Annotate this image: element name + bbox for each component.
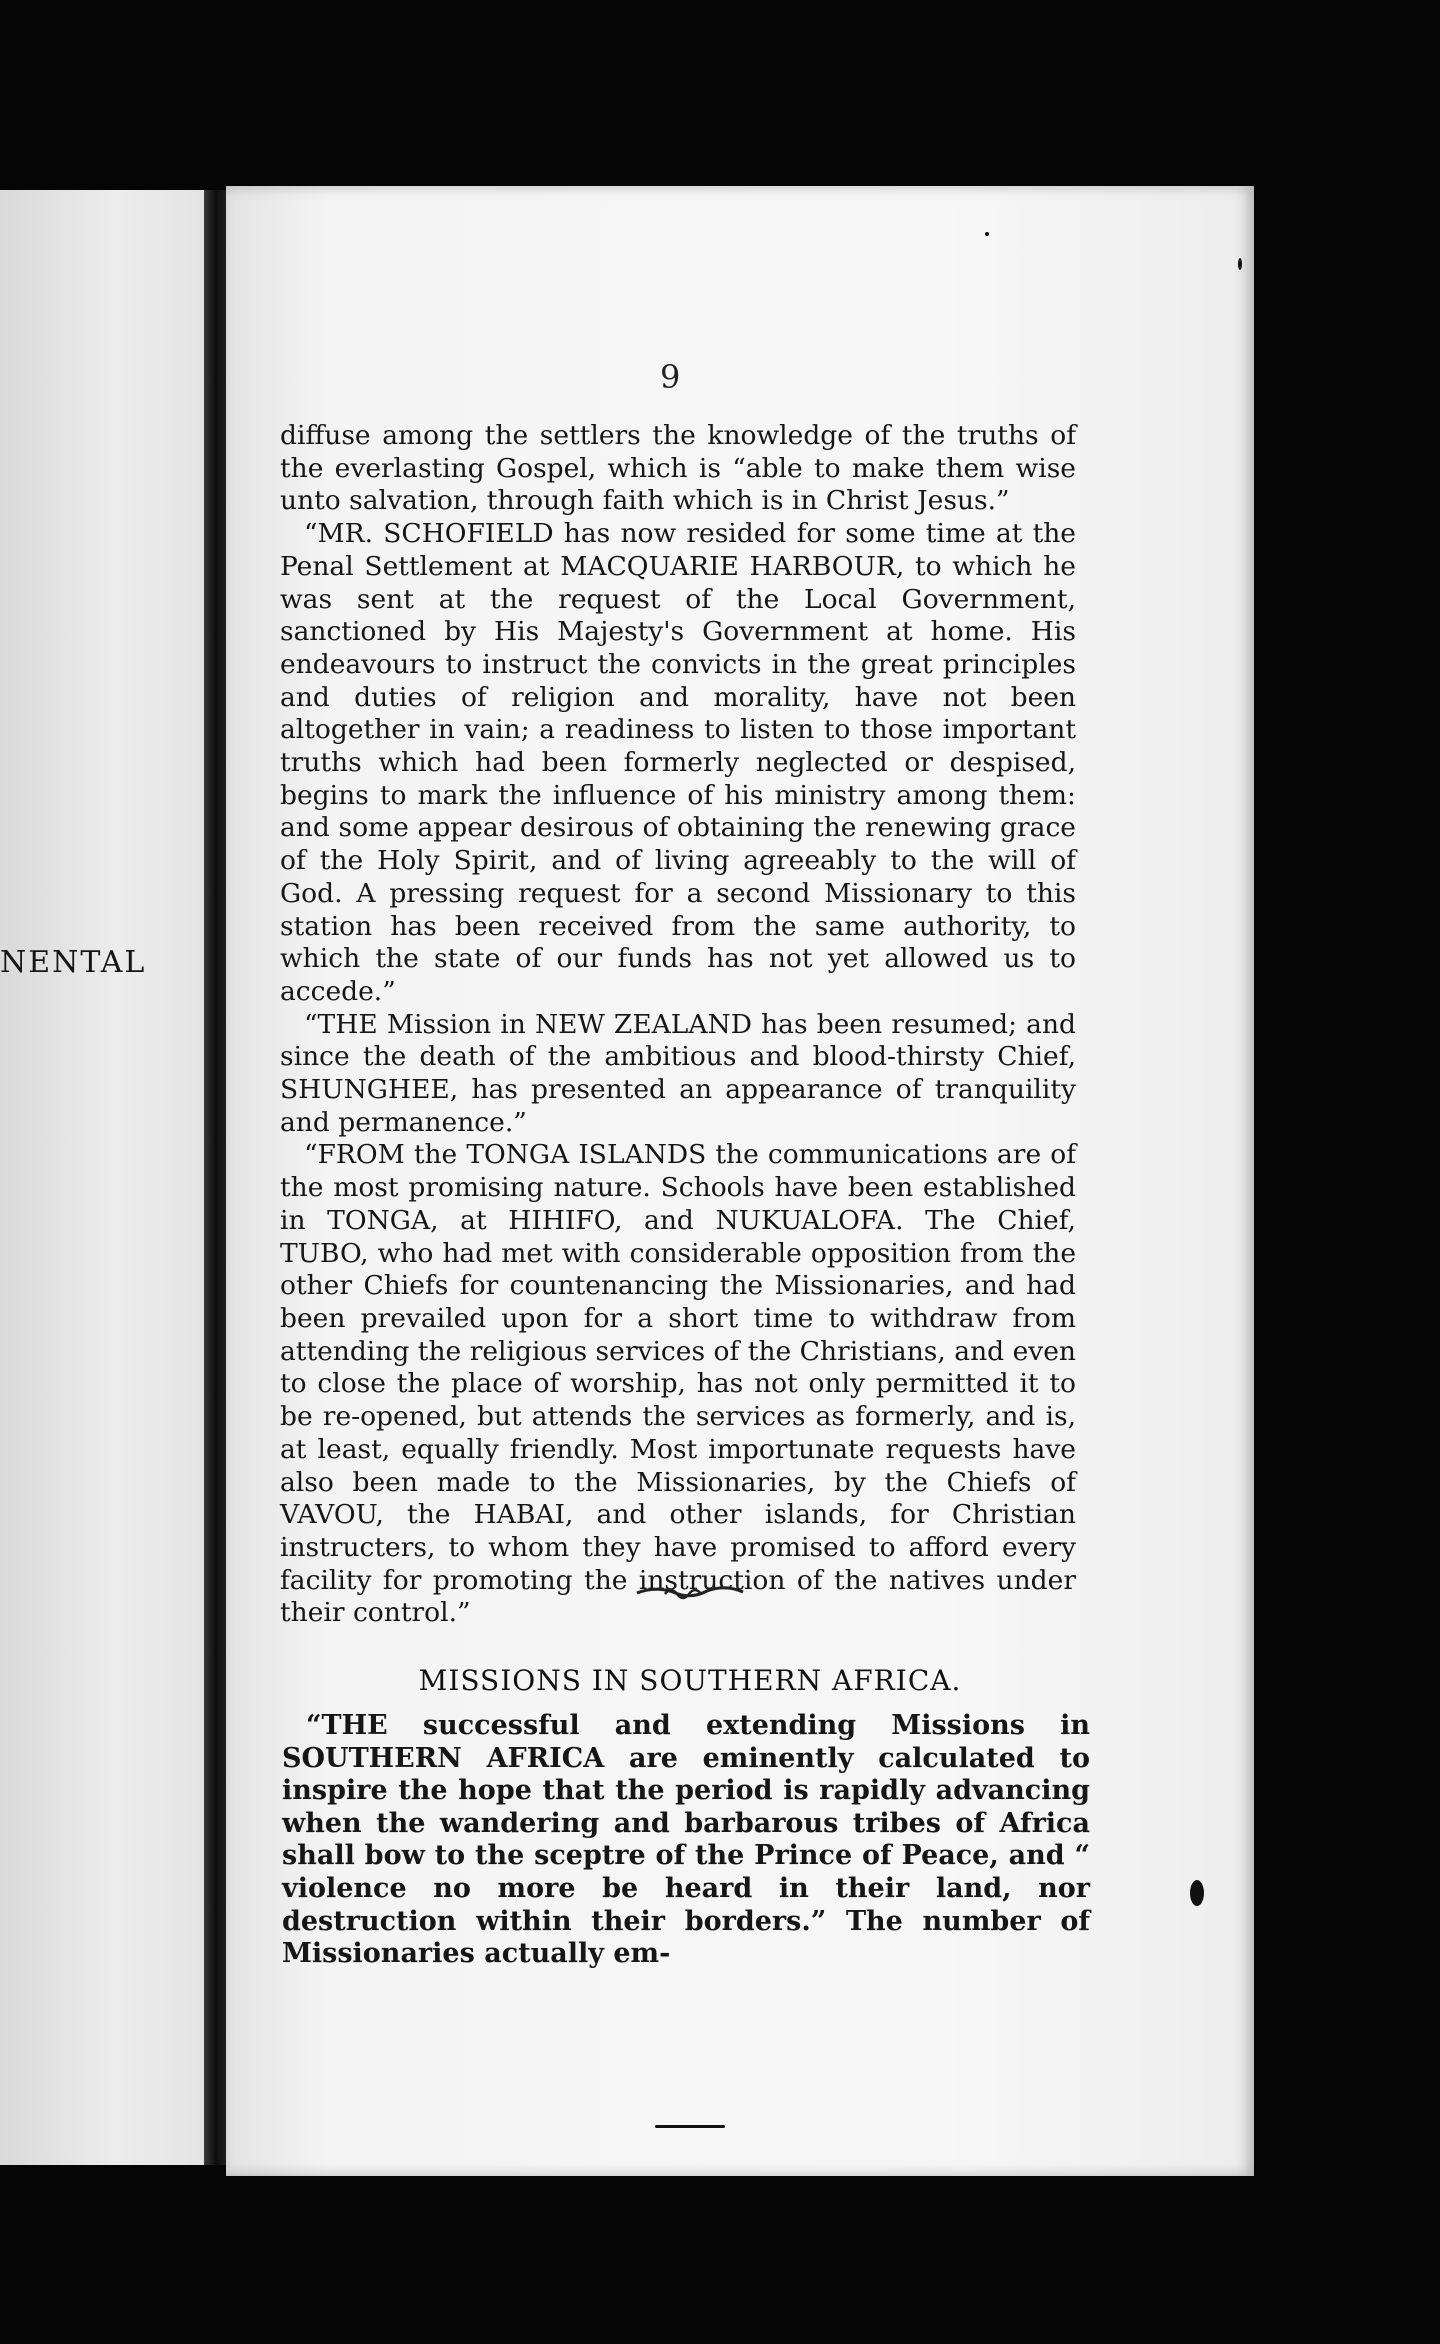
body-text: [280, 420, 1076, 1630]
paragraph: diffuse among the settlers the knowledge of the truths of the everlasting Gospel, which is “able to make them wise unto salvation, through faith which is in Christ Jesus.”: [280, 420, 1076, 517]
scan-speck: [1190, 1880, 1204, 1906]
paragraph: “FROM the TONGA ISLANDS the communications are of the most promising nature. Schools have been established in TONGA, at HIHIFO, and NUKUALOFA. The Chief, TUBO, who had met with considerable opposition from the other Chiefs for countenancing the Missionaries, and had been prevailed upon for a short time to withdraw from attending the religious services of the Christians, and even to close the place of worship, has not only permitted it to be re-opened, but attends the services as formerly, and is, at least, equally friendly. Most importunate requests have also been made to the Missionaries, by the Chiefs of VAVOU, the HABAI, and other islands, for Christian instructers, to whom they have promised to afford every facility for promoting the instruction of the natives under their control.”: [280, 1139, 1076, 1629]
paragraph: “MR. SCHOFIELD has now resided for some time at the Penal Settlement at MACQUARIE HARBOUR, to which he was sent at the request of the Local Government, sanctioned by His Majesty's Government at home. His endeavours to instruct the convicts in the great principles and duties of religion and morality, have not been altogether in vain; a readiness to listen to those important truths which had been formerly neglected or despised, begins to mark the influence of his ministry among them: and some appear desirous of obtaining the renewing grace of the Holy Spirit, and of living agreeably to the will of God. A pressing request for a second Missionary to this station has been received from the same authority, to which the state of our funds has not yet allowed us to accede.”: [280, 518, 1076, 1007]
scan-speck: [655, 2125, 725, 2128]
africa-paragraph: “THE successful and extending Missions in SOUTHERN AFRICA are eminently calculated to inspire the hope that the period is rapidly advancing when the wandering and barbarous tribes of Africa shall bow to the sceptre of the Prince of Peace, and “ violence no more be heard in their land, nor destruction within their borders.” The number of Missionaries actually em-: [282, 1710, 1090, 1970]
section-title: MISSIONS IN SOUTHERN AFRICA.: [418, 1664, 962, 1697]
page-number: 9: [660, 358, 681, 396]
ornament-divider: [635, 1582, 745, 1602]
scan-speck: [1238, 258, 1242, 270]
left-heading: NENTAL: [0, 945, 147, 980]
paragraph: “THE Mission in NEW ZEALAND has been resumed; and since the death of the ambitious and blood-thirsty Chief, SHUNGHEE, has presented an appearance of tranquility and permanence.”: [280, 1008, 1076, 1138]
scan-speck: [985, 232, 989, 236]
left-page: [0, 190, 212, 2165]
